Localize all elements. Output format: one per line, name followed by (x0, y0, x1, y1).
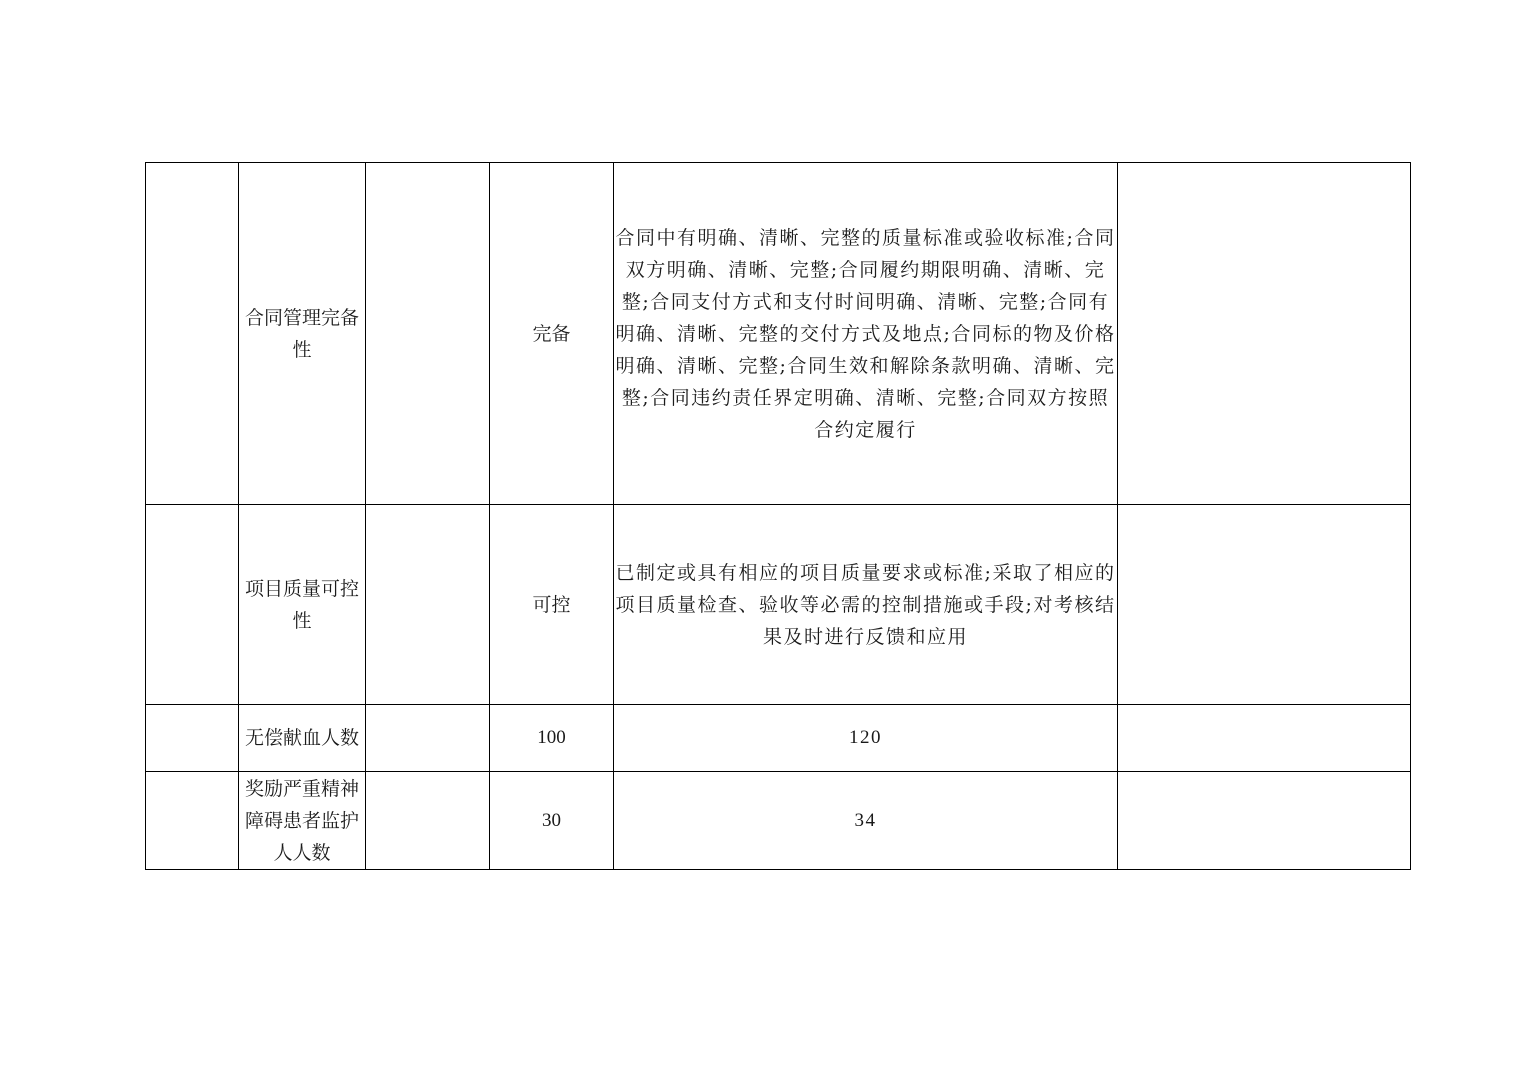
weight-cell (366, 163, 490, 505)
level1-cell (146, 705, 239, 772)
target-value: 可控 (532, 593, 571, 616)
weight-cell (366, 505, 490, 705)
indicator-name: 无偿献血人数 (244, 727, 359, 749)
table-row (146, 705, 1411, 772)
level1-cell (146, 505, 239, 705)
target-value: 100 (537, 727, 566, 748)
criteria-cell (614, 163, 1118, 505)
table-row (146, 772, 1411, 870)
table-row (146, 163, 1411, 505)
remark-cell (1118, 772, 1411, 870)
indicator-name: 奖励严重精神障碍患者监护人人数 (244, 777, 359, 864)
remark-cell (1118, 505, 1411, 705)
actual-value-cell (614, 772, 1118, 870)
indicator-name-cell (239, 705, 366, 772)
actual-value: 120 (849, 727, 882, 748)
weight-cell (366, 705, 490, 772)
indicator-name: 合同管理完备性 (244, 306, 359, 361)
target-value-cell (490, 772, 614, 870)
target-value: 30 (542, 809, 561, 831)
table-row (146, 505, 1411, 705)
criteria-text: 合同中有明确、清晰、完整的质量标准或验收标准;合同双方明确、清晰、完整;合同履约期限明确、清晰、完整;合同支付方式和支付时间明确、清晰、完整;合同有明确、清晰、完整的交付方式及地点;合同标的物及价格明确、清晰、完整;合同生效和解除条款明确、清晰、完整;合同违约责任界定明确、清晰、完整;合同双方按照合约定履行 (615, 226, 1116, 441)
actual-value-cell (614, 705, 1118, 772)
target-value-cell (490, 505, 614, 705)
target-value-cell (490, 163, 614, 505)
remark-cell (1118, 163, 1411, 505)
target-value: 完备 (532, 322, 571, 345)
indicator-name-cell (239, 505, 366, 705)
target-value-cell (490, 705, 614, 772)
weight-cell (366, 772, 490, 870)
remark-cell (1118, 705, 1411, 772)
level1-cell (146, 772, 239, 870)
criteria-cell (614, 505, 1118, 705)
criteria-text: 已制定或具有相应的项目质量要求或标准;采取了相应的项目质量检查、验收等必需的控制措施或手段;对考核结果及时进行反馈和应用 (615, 561, 1116, 648)
indicator-name-cell (239, 772, 366, 870)
indicator-name-cell (239, 163, 366, 505)
indicator-table (145, 162, 1411, 870)
indicator-name: 项目质量可控性 (244, 577, 359, 632)
actual-value: 34 (854, 809, 877, 831)
level1-cell (146, 163, 239, 505)
